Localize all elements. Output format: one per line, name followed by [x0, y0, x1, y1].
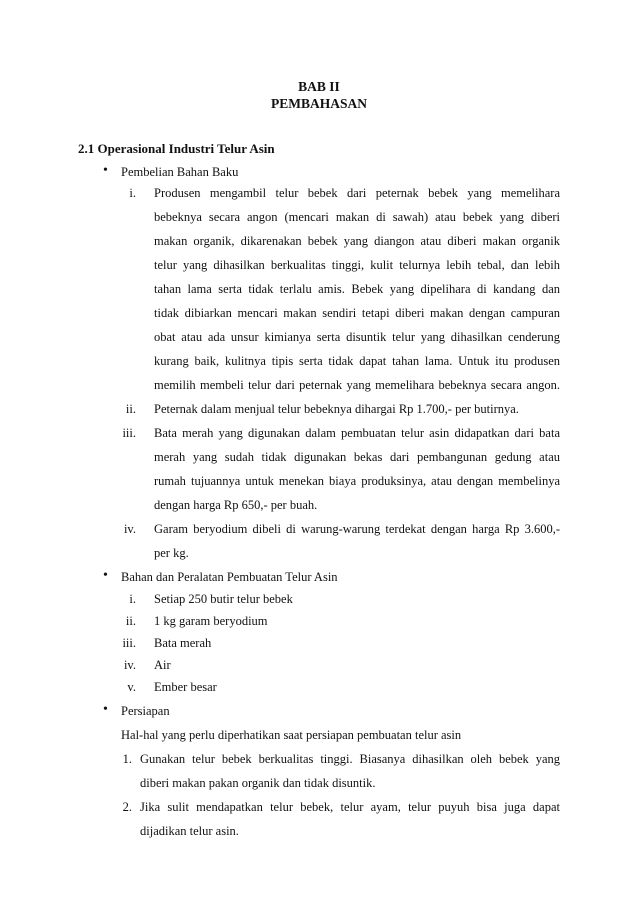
bullet-label-persiapan: Persiapan	[121, 704, 170, 718]
list-item-line: bebeknya secara angon (mencari makan di sawah) atau bebek yang diberi	[154, 210, 560, 224]
list-item-line: obat atau ada unsur kimianya serta disuntik telur yang dihasilkan cenderung	[154, 330, 560, 344]
list-item-line: dijadikan telur asin.	[140, 824, 239, 838]
list-item-line: Bata merah yang digunakan dalam pembuatan telur asin didapatkan dari bata	[154, 426, 560, 440]
list-number: ii.	[125, 402, 136, 416]
list-number: 1.	[122, 752, 132, 766]
list-number: iii.	[122, 426, 136, 440]
chapter-number: BAB II	[298, 79, 340, 94]
chapter-title: PEMBAHASAN	[270, 96, 367, 111]
bullet-label-pembelian: Pembelian Bahan Baku	[121, 165, 239, 179]
list-item-line: Peternak dalam menjual telur bebeknya dihargai Rp 1.700,- per butirnya.	[154, 402, 519, 416]
list-item-text: 1 kg garam beryodium	[154, 614, 268, 628]
list-item-line: rumah tujuannya untuk menekan biaya produksinya, atau dengan membelinya	[154, 474, 560, 488]
list-item-line: kurang baik, kulitnya tipis serta tidak dapat tahan lama. Untuk itu produsen	[154, 354, 560, 368]
list-item-line: dengan harga Rp 650,- per buah.	[154, 498, 318, 512]
list-item-text: Air	[154, 658, 171, 672]
list-item-line: tahan lama serta tidak terlalu amis. Bebek yang dipelihara di kandang dan	[154, 282, 560, 296]
list-item-line: Garam beryodium dibeli di warung-warung terdekat dengan harga Rp 3.600,-	[154, 522, 560, 536]
list-number: iv.	[123, 522, 136, 536]
list-item-line: memilih membeli telur dari peternak yang memelihara bebeknya secara angon.	[154, 378, 560, 392]
list-item-line: makan organik, dikarenakan bebek yang diangon atau diberi makan organik	[154, 234, 560, 248]
bullet-icon: •	[103, 163, 108, 178]
list-number: i.	[129, 186, 136, 200]
list-item-text: Ember besar	[154, 680, 217, 694]
list-item-line: merah yang sudah tidak digunakan bekas dari pembangunan gedung atau	[154, 450, 560, 464]
list-number: ii.	[125, 614, 136, 628]
list-item-line: per kg.	[154, 546, 189, 560]
list-number: 2.	[122, 800, 132, 814]
list-number: i.	[129, 592, 136, 606]
list-item-text: Setiap 250 butir telur bebek	[154, 592, 293, 606]
bullet-label-bahan: Bahan dan Peralatan Pembuatan Telur Asin	[121, 570, 338, 584]
list-number: iii.	[122, 636, 136, 650]
bullet-icon: •	[103, 568, 108, 583]
section-heading: 2.1 Operasional Industri Telur Asin	[78, 141, 275, 156]
intro-text: Hal-hal yang perlu diperhatikan saat persiapan pembuatan telur asin	[121, 728, 462, 742]
bullet-icon: •	[103, 702, 108, 717]
list-item-line: diberi makan pakan organik dan tidak disuntik.	[140, 776, 376, 790]
list-item-line: Gunakan telur bebek berkualitas tinggi. Biasanya dihasilkan oleh bebek yang	[140, 752, 560, 766]
list-item-line: Jika sulit mendapatkan telur bebek, telur ayam, telur puyuh bisa juga dapat	[140, 800, 560, 814]
list-item-line: tidak dibiarkan mencari makan sendiri tetapi diberi makan dengan campuran	[154, 306, 560, 320]
list-number: v.	[127, 680, 136, 694]
list-item-text: Bata merah	[154, 636, 212, 650]
list-item-line: telur yang dihasilkan berkualitas tinggi, kulit telurnya lebih tebal, dan lebih	[154, 258, 560, 272]
list-number: iv.	[123, 658, 136, 672]
list-item-line: Produsen mengambil telur bebek dari peternak bebek yang memelihara	[154, 186, 560, 200]
